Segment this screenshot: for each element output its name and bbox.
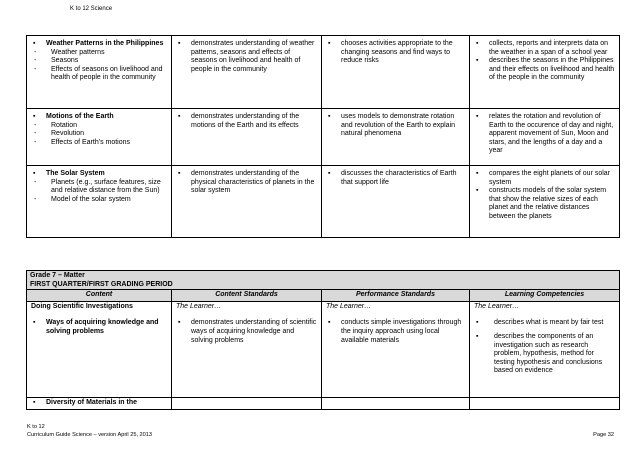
competency-cell bbox=[470, 301, 620, 397]
subtopic: - Rotation bbox=[31, 122, 167, 131]
competency: ▪ relates the rotation and revolution of Earth to the occurence of day and night, apparent movement of Sun, Moon and stars, and the lengths of a day and a year bbox=[474, 113, 615, 156]
competency: ▪ describes the seasons in the Philippines and their effects on livelihood and health of the people in the community bbox=[474, 57, 615, 83]
performance-standard-cell bbox=[322, 109, 470, 166]
competency: ▪ describes what is meant by fair test bbox=[474, 319, 615, 328]
subtopic: - Model of the solar system bbox=[31, 196, 167, 205]
running-header: K to 12 Science bbox=[70, 6, 113, 12]
subtopic: - Planets (e.g., surface features, size and relative distance from the Sun) bbox=[31, 179, 167, 196]
grade-title: Grade 7 – Matter bbox=[30, 272, 85, 279]
table-row bbox=[27, 109, 620, 166]
learner-label: The Learner… bbox=[176, 302, 222, 310]
column-header-content: Content bbox=[27, 290, 172, 302]
content-cell bbox=[27, 109, 172, 166]
topic-title: ▪ Weather Patterns in the Philippines bbox=[31, 40, 167, 49]
footer-line2: Curriculum Guide Science – version April 25, 2013 bbox=[27, 431, 152, 438]
performance-standard: ▪ discusses the characteristics of Earth that support life bbox=[326, 170, 465, 187]
content-standard: ▪ demonstrates understanding of scientific ways of acquiring knowledge and solving problems bbox=[176, 319, 317, 345]
topic-title: ▪ Motions of the Earth bbox=[31, 113, 167, 122]
content-standard-cell bbox=[172, 397, 322, 410]
subtopic: - Effects of seasons on livelihood and health of people in the community bbox=[31, 66, 167, 83]
learner-label: The Learner… bbox=[474, 302, 520, 310]
subtopic: - Weather patterns bbox=[31, 49, 167, 58]
subtopic: - Effects of Earth's motions bbox=[31, 139, 167, 148]
column-header-content-standards: Content Standards bbox=[172, 290, 322, 302]
subtopic: - Revolution bbox=[31, 130, 167, 139]
topic-title: ▪ The Solar System bbox=[31, 170, 167, 179]
competency-cell bbox=[470, 36, 620, 109]
grading-period: FIRST QUARTER/FIRST GRADING PERIOD bbox=[30, 280, 173, 288]
content-standard-cell bbox=[172, 166, 322, 238]
competency-cell bbox=[470, 166, 620, 238]
table-row bbox=[27, 166, 620, 238]
content-cell bbox=[27, 301, 172, 397]
table-grade7-matter bbox=[26, 270, 620, 410]
competency: ▪ collects, reports and interprets data on the weather in a span of a school year bbox=[474, 40, 615, 57]
table-row bbox=[27, 301, 620, 397]
competency: ▪ compares the eight planets of our solar system bbox=[474, 170, 615, 187]
page-number: Page 32 bbox=[593, 432, 614, 438]
table-row bbox=[27, 397, 620, 410]
competency-cell bbox=[470, 109, 620, 166]
content-standard-cell bbox=[172, 36, 322, 109]
column-header-performance-standards: Performance Standards bbox=[322, 290, 470, 302]
learner-label: The Learner… bbox=[326, 302, 372, 310]
content-standard-cell bbox=[172, 301, 322, 397]
content-standard-cell bbox=[172, 109, 322, 166]
topic-title: ▪ Ways of acquiring knowledge and solving problems bbox=[31, 319, 167, 336]
competency-cell bbox=[470, 397, 620, 410]
performance-standard-cell bbox=[322, 397, 470, 410]
performance-standard: ▪ uses models to demonstrate rotation and revolution of the Earth to explain natural phenomena bbox=[326, 113, 465, 139]
grade-cell bbox=[27, 271, 620, 290]
content-cell bbox=[27, 166, 172, 238]
performance-standard-cell bbox=[322, 301, 470, 397]
content-cell bbox=[27, 36, 172, 109]
competency: ▪ describes the components of an investigation such as research problem, hypothesis, method for testing hypothesis and conclusions based on evidence bbox=[474, 333, 615, 376]
footer-line1: K to 12 bbox=[27, 424, 45, 430]
topic-title: ▪ Diversity of Materials in the bbox=[31, 399, 167, 408]
content-standard: ▪ demonstrates understanding of the motions of the Earth and its effects bbox=[176, 113, 317, 130]
content-cell bbox=[27, 397, 172, 410]
competency: ▪ constructs models of the solar system that show the relative sizes of each planet and the relative distances between the planets bbox=[474, 187, 615, 221]
content-standard: ▪ demonstrates understanding of weather patterns, seasons and effects of seasons on livelihood and health of people in the community bbox=[176, 40, 317, 74]
performance-standard-cell bbox=[322, 36, 470, 109]
performance-standard: ▪ conducts simple investigations through the inquiry approach using local available materials bbox=[326, 319, 465, 345]
section-title: Doing Scientific Investigations bbox=[31, 302, 133, 310]
table-row bbox=[27, 36, 620, 109]
performance-standard-cell bbox=[322, 166, 470, 238]
footer-left bbox=[27, 424, 152, 439]
table-grade6-continued bbox=[26, 35, 620, 238]
column-header-learning-competencies: Learning Competencies bbox=[470, 290, 620, 302]
content-standard: ▪ demonstrates understanding of the physical characteristics of planets in the solar system bbox=[176, 170, 317, 196]
grade-row bbox=[27, 271, 620, 290]
subtopic: - Seasons bbox=[31, 57, 167, 66]
column-header-row bbox=[27, 290, 620, 302]
performance-standard: ▪ chooses activities appropriate to the changing seasons and find ways to reduce risks bbox=[326, 40, 465, 66]
